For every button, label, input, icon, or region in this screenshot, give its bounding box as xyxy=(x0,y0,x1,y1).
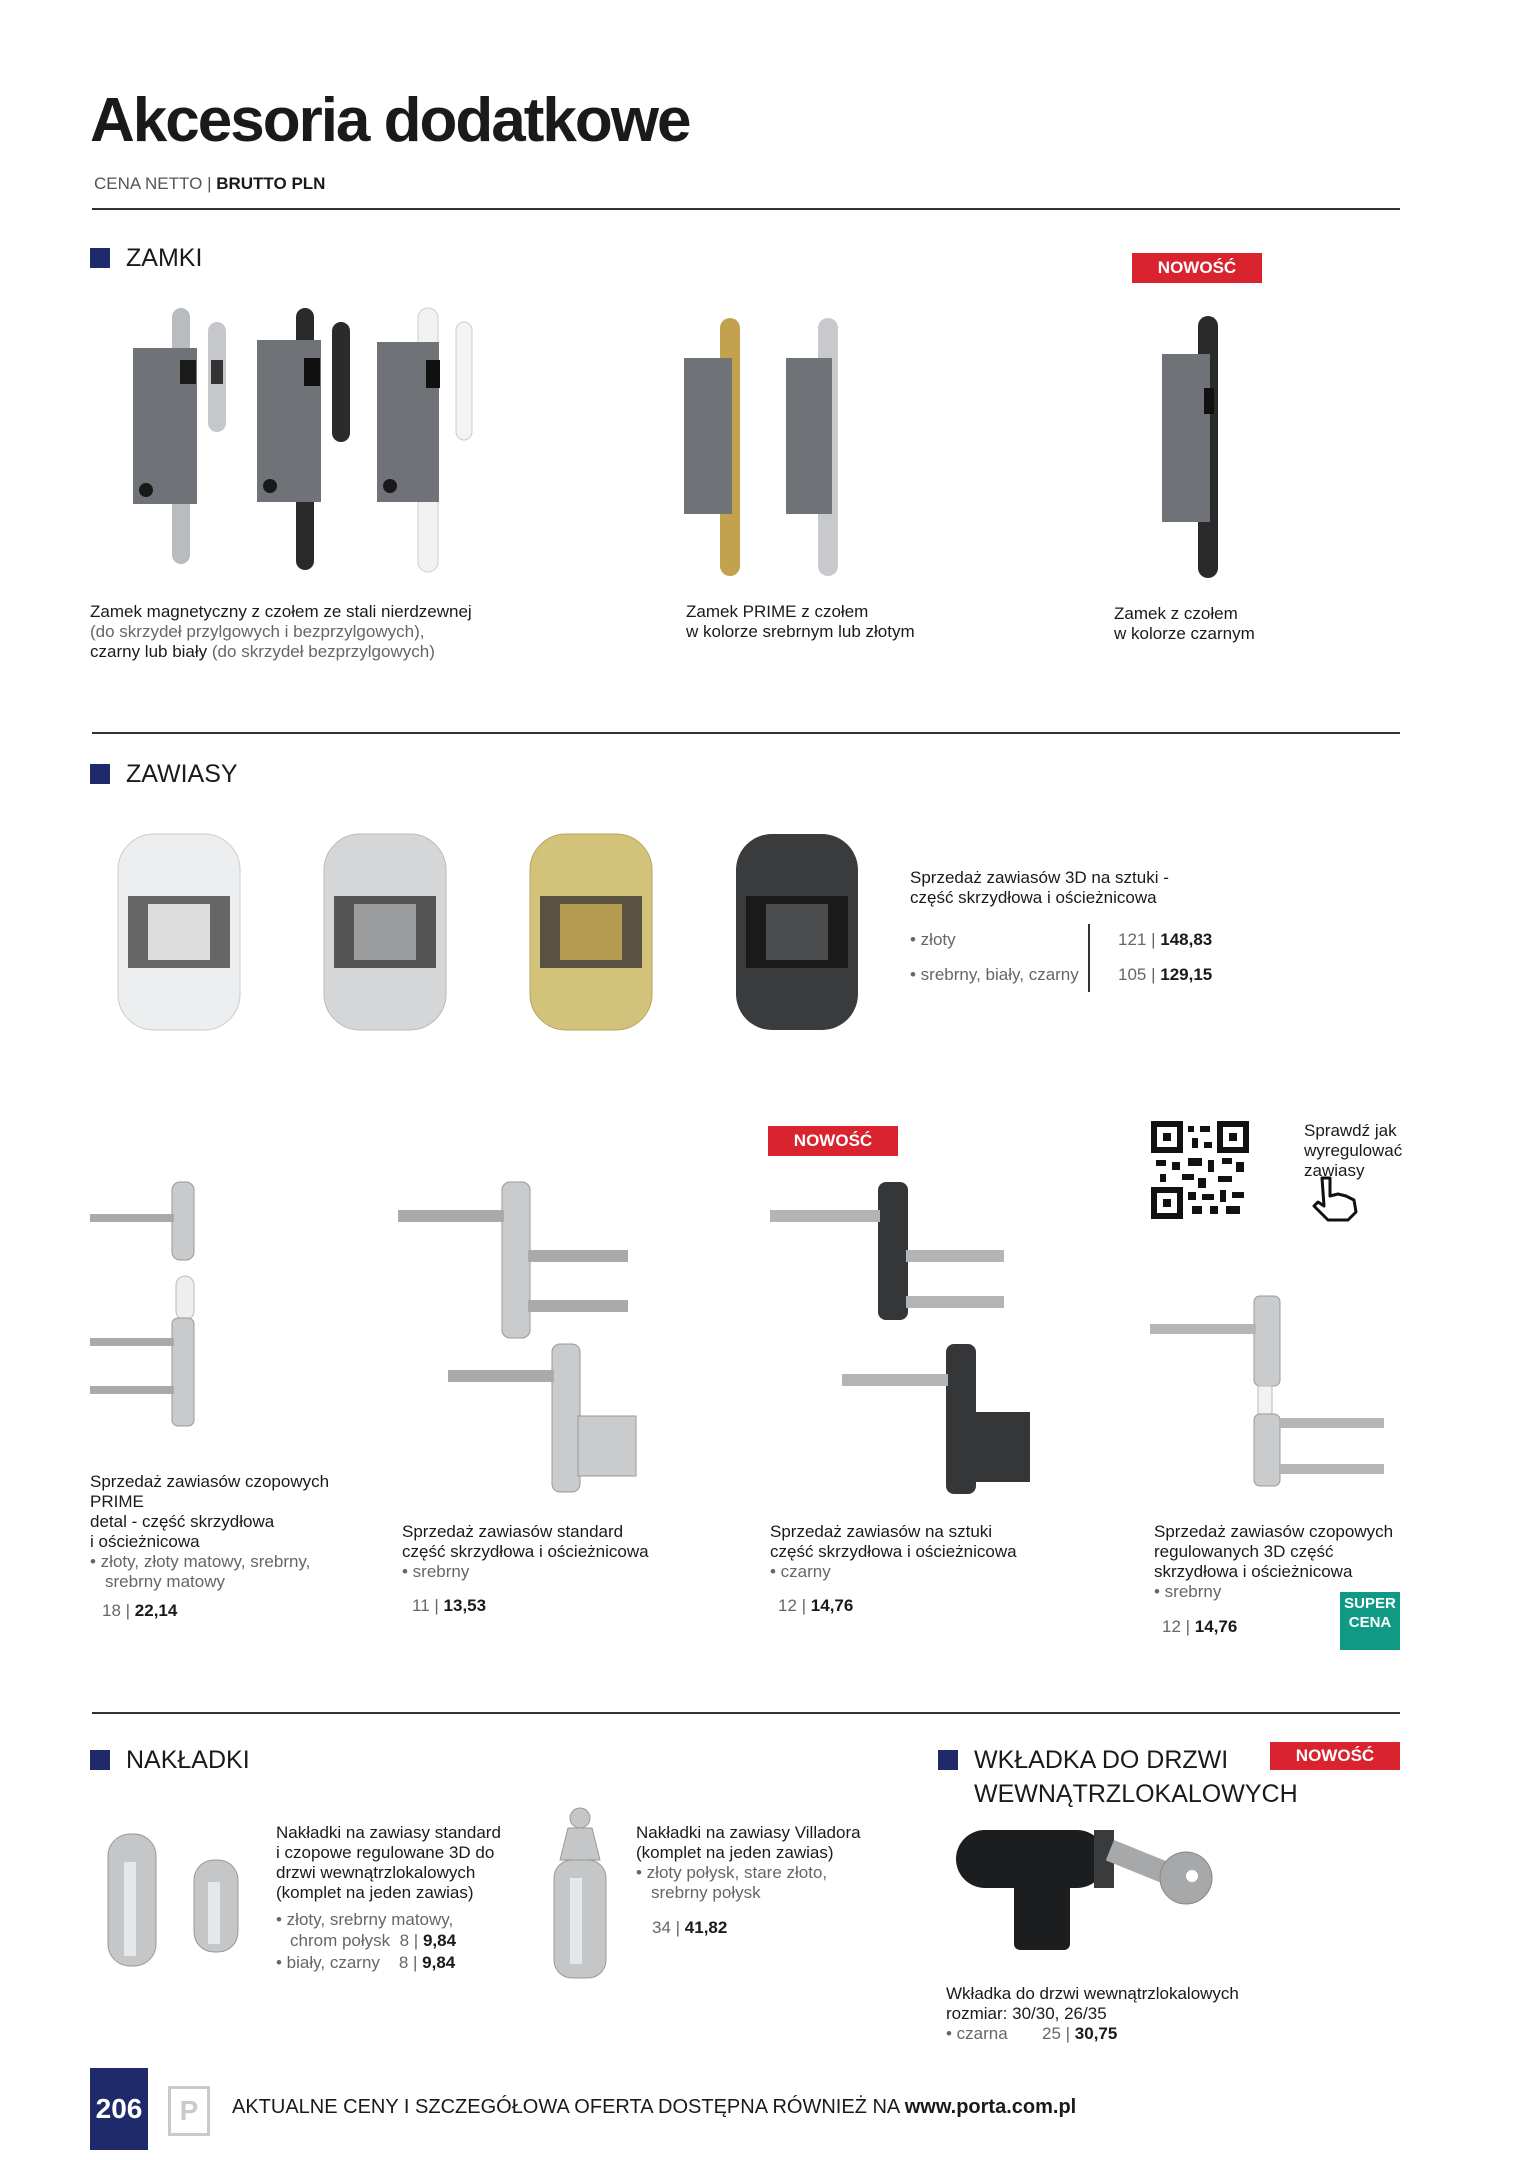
text-line: w kolorze srebrnym lub złotym xyxy=(686,622,915,641)
divider xyxy=(92,208,1400,210)
hinge-silver xyxy=(324,834,446,1030)
qr-code-icon[interactable] xyxy=(1152,1122,1248,1218)
price: 12 | 14,76 xyxy=(778,1596,854,1615)
text-line: • czarny xyxy=(770,1562,831,1581)
price-separator: | xyxy=(207,174,212,193)
footer-url-link[interactable]: www.porta.com.pl xyxy=(904,2096,1077,2118)
text-line: Nakładki na zawiasy standard xyxy=(276,1823,501,1842)
price: 18 | 22,14 xyxy=(102,1601,178,1620)
price-netto: 8 xyxy=(398,1953,409,1972)
price: 11 | 13,53 xyxy=(412,1596,487,1615)
divider xyxy=(92,1712,1400,1714)
price-legend xyxy=(94,174,325,194)
price-brutto: 41,82 xyxy=(684,1918,728,1937)
section-heading-zamki xyxy=(90,246,202,271)
section-heading-wkladka xyxy=(938,1748,1228,1773)
text-line: (do skrzydeł bezprzylgowych) xyxy=(207,642,435,661)
footer-label: AKTUALNE CENY I SZCZEGÓŁOWA OFERTA DOSTĘPNA RÓWNIEŻ NA xyxy=(232,2096,905,2118)
text-line: i ościeżnicowa xyxy=(90,1532,200,1551)
text-line: zawiasy xyxy=(1304,1161,1365,1180)
text-line: • biały, czarny xyxy=(276,1953,380,1972)
caps-standard-option: • biały, czarny 8 | 9,84 xyxy=(276,1953,456,1972)
text-line: Sprzedaż zawiasów 3D na sztuki - xyxy=(910,868,1169,887)
text-line: Nakładki na zawiasy Villadora xyxy=(636,1823,861,1842)
text-line: • srebrny xyxy=(1154,1582,1222,1601)
text-line: skrzydłowa i ościeżnicowa xyxy=(1154,1562,1353,1581)
black-lock-image xyxy=(1156,314,1236,580)
text-line: Sprzedaż zawiasów czopowych xyxy=(1154,1522,1394,1541)
hinge-caps-image xyxy=(106,1832,242,1968)
hinge-3d-description xyxy=(910,868,1270,908)
text-line: regulowanych 3D część xyxy=(1154,1542,1334,1561)
hinge-3d-pin-image xyxy=(1150,1294,1386,1490)
hinge-gold xyxy=(530,834,652,1030)
villadora-cap-image xyxy=(548,1806,612,1982)
section-heading-wkladka-line2: WEWNĄTRZLOKALOWYCH xyxy=(974,1780,1298,1808)
text-line: Sprzedaż zawiasów standard xyxy=(402,1522,624,1541)
lock-black xyxy=(257,308,350,570)
price-netto: 121 xyxy=(1118,930,1147,949)
text-line: część skrzydłowa i ościeżnicowa xyxy=(402,1542,649,1561)
hinge-prime-description xyxy=(90,1472,390,1592)
price-brutto: 9,84 xyxy=(422,1953,456,1972)
divider xyxy=(92,732,1400,734)
section-heading-label: NAKŁADKI xyxy=(126,1746,250,1774)
text-line: • złoty połysk, stare złoto, xyxy=(636,1863,828,1882)
hinge-black-description xyxy=(770,1522,1070,1582)
qr-caption xyxy=(1304,1121,1424,1181)
hinge-3d-option-gold: • złoty xyxy=(910,930,956,949)
hinge-3d-pin-description xyxy=(1154,1522,1414,1602)
text-line: detal - część skrzydłowa xyxy=(90,1512,275,1531)
lock-silver xyxy=(133,308,226,564)
price-brutto: 30,75 xyxy=(1074,2024,1118,2043)
price: 105 | 129,15 xyxy=(1118,965,1213,984)
text-line: Sprzedaż zawiasów na sztuki xyxy=(770,1522,993,1541)
price-netto: 8 xyxy=(399,1931,410,1950)
text-line: Zamek PRIME z czołem xyxy=(686,602,869,621)
hinges-3d-image xyxy=(118,834,868,1030)
hinge-standard-description xyxy=(402,1522,702,1582)
price-netto: 12 xyxy=(778,1596,797,1615)
text-line: (komplet na jeden zawias) xyxy=(636,1843,834,1862)
text-line: Zamek magnetyczny z czołem ze stali nierdzewnej xyxy=(90,602,472,621)
hinge-black xyxy=(736,834,858,1030)
text-line: i czopowe regulowane 3D do xyxy=(276,1843,495,1862)
text-line: drzwi wewnątrzlokalowych xyxy=(276,1863,476,1882)
text-line: wyregulować xyxy=(1304,1141,1403,1160)
caps-standard-option: chrom połysk 8 | 9,84 xyxy=(290,1931,457,1950)
page-title: Akcesoria dodatkowe xyxy=(90,86,690,155)
price-brutto: 9,84 xyxy=(422,1931,457,1950)
section-heading-label: ZAWIASY xyxy=(126,760,238,788)
price-brutto: 129,15 xyxy=(1160,965,1213,984)
caps-standard-option: • złoty, srebrny matowy, xyxy=(276,1910,454,1929)
caps-standard-description xyxy=(276,1823,536,1903)
hinge-prime-pin-image xyxy=(90,1180,210,1430)
text-line: Sprawdź jak xyxy=(1304,1121,1397,1140)
new-badge: NOWOŚĆ xyxy=(1132,253,1262,283)
text-line: (komplet na jeden zawias) xyxy=(276,1883,474,1902)
text-line: chrom połysk xyxy=(290,1931,391,1950)
caps-villadora-description xyxy=(636,1823,896,1903)
price-label-brutto: BRUTTO PLN xyxy=(216,174,326,193)
text-line: część skrzydłowa i ościeżnicowa xyxy=(770,1542,1017,1561)
porta-logo: P xyxy=(168,2086,210,2136)
price-netto: 25 xyxy=(1042,2024,1061,2043)
section-heading-nakladki xyxy=(90,1748,250,1773)
text-line: • złoty, złoty matowy, srebrny, xyxy=(90,1552,311,1571)
new-badge: NOWOŚĆ xyxy=(1270,1742,1400,1770)
text-line: Wkładka do drzwi wewnątrzlokalowych xyxy=(946,1984,1239,2003)
text-line: PRIME xyxy=(90,1492,144,1511)
text-line: (do skrzydeł przylgowych i bezprzylgowych), xyxy=(90,622,425,641)
price-netto: 11 xyxy=(412,1596,430,1615)
section-heading-zawiasy xyxy=(90,762,238,787)
price-label-netto: CENA NETTO xyxy=(94,174,203,193)
price-netto: 18 xyxy=(102,1601,121,1620)
text-line: w kolorze czarnym xyxy=(1114,624,1255,643)
section-heading-label: WKŁADKA DO DRZWI xyxy=(974,1746,1229,1774)
text-line: CENA xyxy=(1348,1614,1392,1631)
text-line: rozmiar: 30/30, 26/35 xyxy=(946,2004,1107,2023)
text-line: część skrzydłowa i ościeżnicowa xyxy=(910,888,1157,907)
door-cylinder-image xyxy=(954,1826,1234,1972)
section-square-icon xyxy=(90,1750,110,1770)
section-square-icon xyxy=(90,764,110,784)
page-number: 206 xyxy=(90,2068,148,2150)
section-heading-label: ZAMKI xyxy=(126,244,203,272)
price-netto: 12 xyxy=(1162,1617,1181,1636)
pointing-hand-icon xyxy=(1308,1174,1362,1224)
price: 34 | 41,82 xyxy=(652,1918,728,1937)
text-line: srebrny matowy xyxy=(105,1572,225,1591)
price-brutto: 13,53 xyxy=(443,1596,487,1615)
lock-prime-description xyxy=(686,602,986,642)
lock-white xyxy=(377,308,472,572)
price: 121 | 148,83 xyxy=(1118,930,1213,949)
lock-black-description xyxy=(1114,604,1364,644)
price-brutto: 148,83 xyxy=(1160,930,1213,949)
price-netto: 105 xyxy=(1118,965,1147,984)
hinge-standard-image xyxy=(398,1180,638,1494)
price-brutto: 14,76 xyxy=(810,1596,854,1615)
divider xyxy=(1088,924,1090,992)
cylinder-option: • czarna xyxy=(946,2024,1008,2043)
text-line: srebrny połysk xyxy=(651,1883,761,1902)
hinge-black-image xyxy=(770,1180,1034,1496)
text-line: SUPER xyxy=(1344,1595,1396,1612)
price: 12 | 14,76 xyxy=(1162,1617,1238,1636)
magnetic-locks-image xyxy=(100,300,500,580)
section-square-icon xyxy=(90,248,110,268)
price-brutto: 14,76 xyxy=(1194,1617,1238,1636)
hinge-white xyxy=(118,834,240,1030)
footer-text xyxy=(232,2096,1076,2119)
cylinder-description xyxy=(946,1984,1286,2024)
lock-magnetic-description xyxy=(90,602,610,662)
price-brutto: 22,14 xyxy=(134,1601,178,1620)
hinge-3d-option-other: • srebrny, biały, czarny xyxy=(910,965,1079,984)
prime-locks-image xyxy=(680,314,850,580)
new-badge: NOWOŚĆ xyxy=(768,1126,898,1156)
price-netto: 34 xyxy=(652,1918,671,1937)
text-line: Sprzedaż zawiasów czopowych xyxy=(90,1472,330,1491)
text-line: czarny lub biały xyxy=(90,642,208,661)
text-line: • srebrny xyxy=(402,1562,470,1581)
price: 25 | 30,75 xyxy=(1042,2024,1118,2043)
super-price-badge xyxy=(1340,1592,1400,1650)
text-line: Zamek z czołem xyxy=(1114,604,1238,623)
section-square-icon xyxy=(938,1750,958,1770)
